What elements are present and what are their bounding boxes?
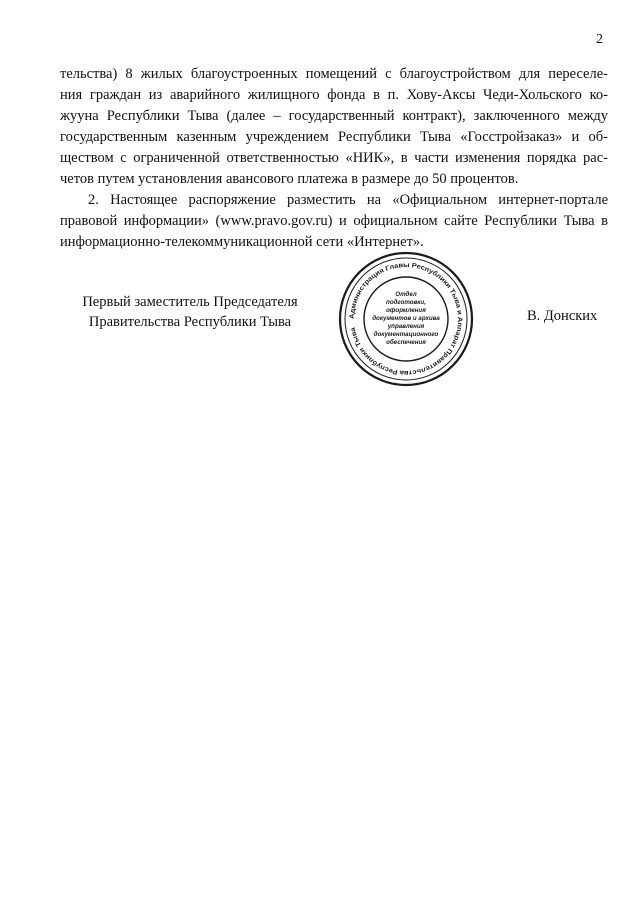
paragraph-1-line: ния граждан из аварийного жилищного фонда в п. Хову-Аксы Чеди-Хольского ко-	[60, 87, 608, 103]
seal-center-line: документационного	[373, 331, 439, 338]
paragraph-2-line: правовой информации» (www.pravo.gov.ru) и официальном сайте Республики Тыва в	[60, 213, 608, 229]
signatory-title	[60, 292, 320, 332]
body-text	[60, 64, 608, 253]
signatory-title-line: Первый заместитель Председателя	[82, 294, 298, 310]
paragraph-1-line: ществом с ограниченной ответственностью «НИК», в части изменения порядка рас-	[60, 150, 608, 166]
paragraph-2	[60, 190, 608, 253]
paragraph-1	[60, 64, 608, 190]
seal-center-line: подготовки,	[386, 299, 426, 306]
page-number: 2	[596, 32, 603, 47]
seal-ring-text: Администрация Главы Республики Тыва и Аппарат Правительства Республики Тыва	[348, 261, 464, 377]
paragraph-1-line: государственным казенным учреждением Республики Тыва «Госстройзаказ» и об-	[60, 129, 608, 145]
paragraph-2-line: информационно-телекоммуникационной сети «Интернет».	[60, 234, 424, 250]
seal-center-line: обеспечения	[386, 339, 426, 346]
seal-center-line: Отдел	[395, 291, 417, 298]
paragraph-2-line: 2. Настоящее распоряжение разместить на «Официальном интернет-портале	[88, 192, 608, 208]
seal-center-line: документов и архива	[372, 315, 440, 322]
official-seal	[338, 251, 474, 387]
signatory-name: В. Донских	[527, 308, 598, 324]
paragraph-1-line: жууна Республики Тыва (далее – государственный контракт), заключенного между	[60, 108, 608, 124]
signatory-title-line: Правительства Республики Тыва	[88, 314, 292, 330]
paragraph-1-line: тельства) 8 жилых благоустроенных помещений с благоустройством для переселе-	[60, 66, 608, 82]
paragraph-1-line: четов путем установления авансового платежа в размере до 50 процентов.	[60, 171, 519, 187]
seal-center-line: оформления	[386, 307, 426, 314]
seal-center-line: управления	[387, 323, 425, 330]
